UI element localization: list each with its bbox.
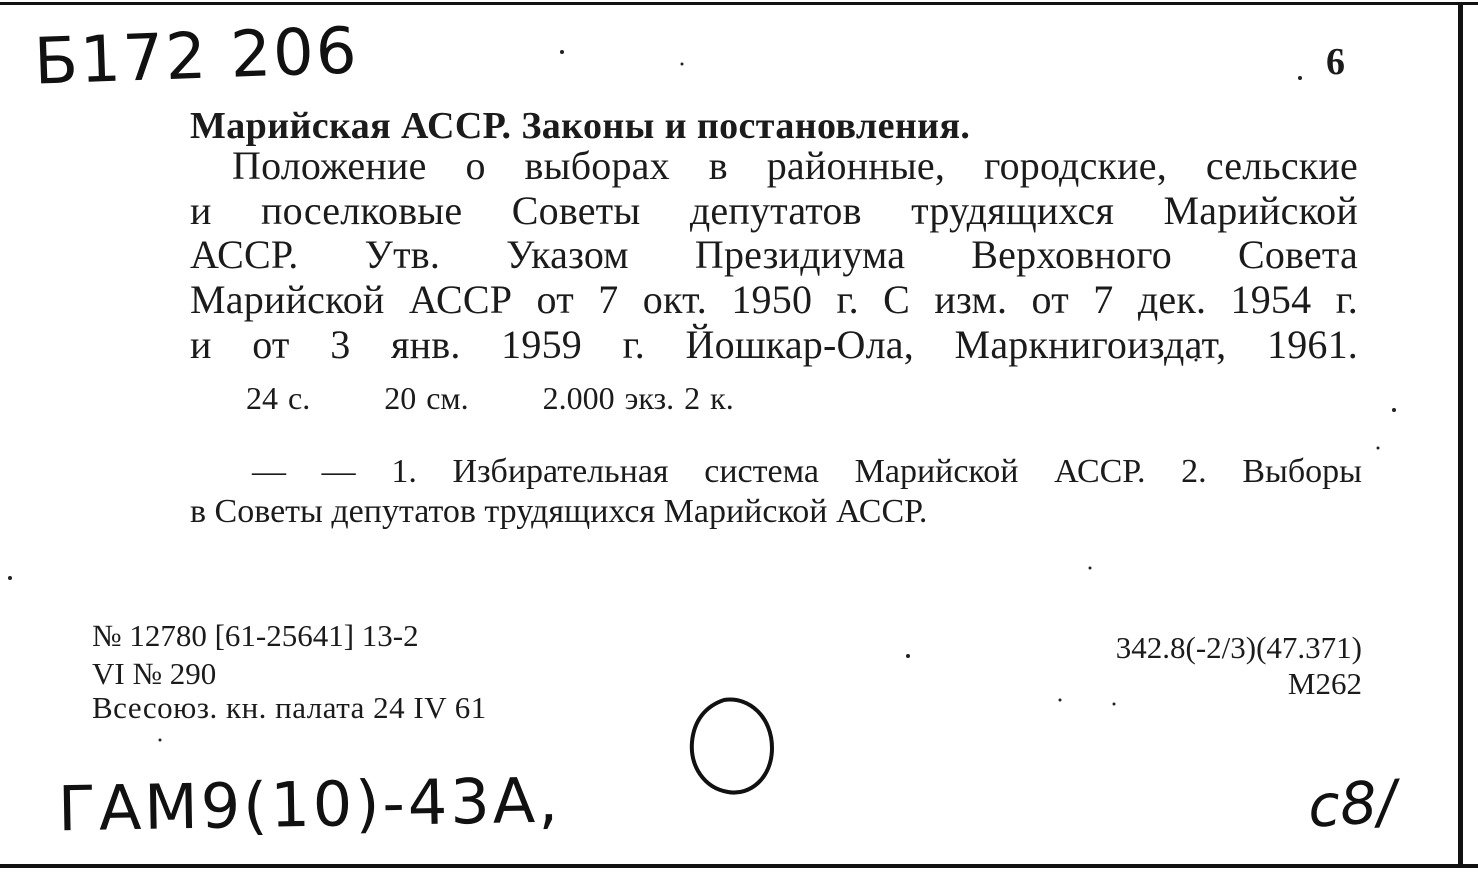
handwritten-archive-code: ГАМ9(10)-43А, <box>57 763 562 846</box>
shelf-mark: М262 <box>1287 666 1362 701</box>
handwritten-call-number: Б172 206 <box>32 14 360 100</box>
subject-note: в Советы депутатов трудящихся Марийской АССР. <box>190 493 928 530</box>
body-line: Марийской АССР от 7 окт. 1950 г. С изм. от 7 дек. 1954 г. <box>190 277 1358 322</box>
body-line: и поселковые Советы депутатов трудящихся Марийской <box>190 188 1358 233</box>
collation-print-run: 2.000 экз. 2 к. <box>542 380 734 416</box>
handwritten-note: c8/ <box>1305 767 1399 841</box>
subject-note: — — 1. Избирательная система Марийской АССР. 2. Выборы <box>252 453 1362 490</box>
collation <box>246 380 734 417</box>
body-line: АССР. Утв. Указом Президиума Верховного Совета <box>190 232 1358 277</box>
body-line: и от 3 янв. 1959 г. Йошкар-Ола, Маркнигоиздат, 1961. <box>190 322 1358 367</box>
accession-number: № 12780 [61-25641] 13-2 <box>92 618 419 653</box>
collation-size: 20 см. <box>384 380 469 416</box>
page-number: 6 <box>1326 41 1345 83</box>
collation-pages: 24 с. <box>246 380 311 416</box>
classification-index: 342.8(-2/3)(47.371) <box>1115 630 1362 665</box>
series-number: VI № 290 <box>92 656 217 691</box>
body-line: Положение о выборах в районные, городские, сельские <box>232 143 1358 188</box>
book-chamber-registry: Всесоюз. кн. палата 24 IV 61 <box>92 690 487 725</box>
card-heading: Марийская АССР. Законы и постановления. <box>190 105 971 147</box>
stamp-circle <box>680 684 784 804</box>
